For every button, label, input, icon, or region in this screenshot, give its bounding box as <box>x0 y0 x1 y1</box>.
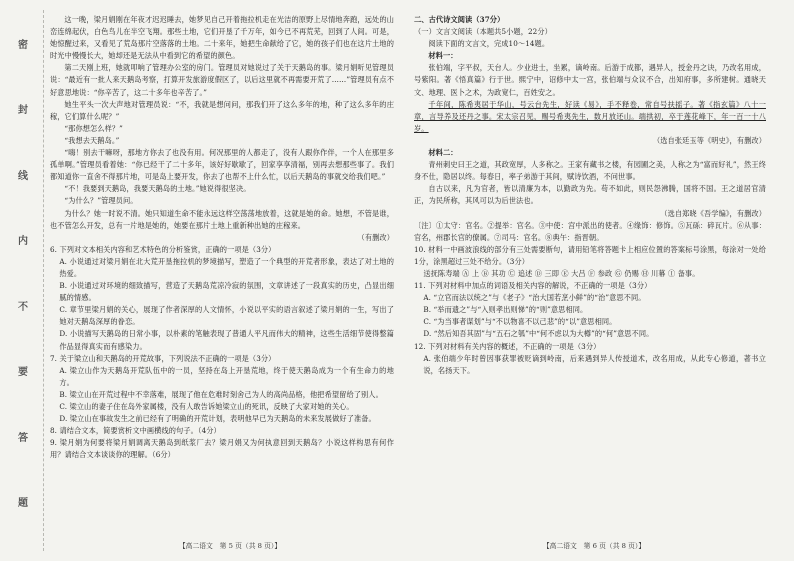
material-paragraph: 张伯端，字平叔，天台人。少业进士，坐累，谪岭南。后游于成都，遇异人，授金丹之诀，乃改名用成，号紫阳。著《悟真篇》行于世。熙宁中，诏修中太一宫，张伯端与众议不合，出知府事，多所建树。通晓天文、地理、医卜之术，为政宽仁，百姓安之。 <box>414 63 766 97</box>
option-a: A. 张伯端少年时曾因事获罪被贬谪到岭南，后来遇到异人传授道术，改名用成，从此专心修道，著书立说，名扬天下。 <box>423 353 766 375</box>
story-paragraph: 第二天刚上班，她就叩响了管理办公室的房门。管理员对她说过了关于天鹅岛的事。梁月娟听见管理员说：“最近有一批人来天鹅岛考察，打算开发旅游度假区了，以后这里就不再需要开荒了……”管理员有点不好意思地说：“你辛苦了，这二十多年也辛苦了。” <box>50 63 394 97</box>
option-d: D. “然后知吾其固”与“五石之瓠”中“何不虑以为大樽”的“何”意思不同。 <box>423 329 654 339</box>
margin-char: 封 <box>18 105 28 117</box>
margin-char: 内 <box>18 236 28 248</box>
option-b: B. 小说通过对环境的细致描写，营造了天鹅岛荒凉冷寂的氛围，文章讲述了一段真实的历史，凸显出细腻的情感。 <box>59 281 394 303</box>
story-paragraph: 她生平头一次大声地对管理员说：“不，我就是想问问，那我们开了这么多年的地，种了这么多年的庄稼，它们算什么呢？” <box>50 99 394 121</box>
story-paragraph: “不！我要到天鹅岛，我要天鹅岛的土地。”她说得很坚决。 <box>64 184 251 194</box>
page-footer-right: 【高二语文 第 6 页（共 8 页）】 <box>542 542 646 550</box>
margin-char: 题 <box>18 497 28 509</box>
option-d: D. 小说描写天鹅岛的日常小事，以朴素的笔触表现了普通人平凡而伟大的精神，这些生活细节使得整篇作品显得真实而有感染力。 <box>59 329 394 351</box>
margin-char: 密 <box>18 40 28 51</box>
source-note: （选自张廷玉等《明史》，有删改） <box>652 135 766 145</box>
question-6: 6. 下列对文本相关内容和艺术特色的分析鉴赏，正确的一项是（3分） <box>50 244 276 254</box>
story-paragraph: “那你想怎么样？” <box>64 123 123 133</box>
question-9: 9. 梁月娟为何要将梁月娟调离天鹅岛到纸浆厂去？梁月娟又为何执意回到天鹅岛？小说这样构思有何作用？请结合文本谈谈你的理解。（6分） <box>50 438 394 460</box>
margin-char: 不 <box>18 301 28 313</box>
right-column <box>414 14 766 536</box>
option-d: D. 梁立山在事故发生之前已经有了明确的开荒计划，表明他早已为天鹅岛的未来发展做好了准备。 <box>59 414 376 424</box>
sentence-break-options: 送抚陈寿端 Ⓐ 上 Ⓑ 其功 Ⓒ 追述 Ⓓ 三即 Ⓔ 大吕 Ⓕ 参政 Ⓖ 仍赐 Ⓗ 川幕 Ⓘ 备事。 <box>423 268 700 278</box>
question-7: 7. 关于梁立山和天鹅岛的开荒故事，下列说法不正确的一项是（3分） <box>50 353 276 363</box>
question-11: 11. 下列对材料中加点的词语及相关内容的解说，不正确的一项是（3分） <box>414 281 652 291</box>
question-12: 12. 下列对材料有关内容的概述，不正确的一项是（3分） <box>414 341 601 351</box>
option-a: A. “立官而法以统之”与《老子》“治大国若烹小鲜”的“治”意思不同。 <box>423 293 646 303</box>
source-note: （选自郑晓《吾学编》，有删改） <box>660 208 766 218</box>
story-paragraph: 这一晚，梁月娟刚在年夜才迟迟睡去，她梦见自己开着拖拉机走在光洁的原野上尽情地奔跑，远处的山峦连绵起伏，白色鸟儿在半空飞翔。那些土地，它们开垦了千万年，如今已不再荒芜，回到了人间。可是，她惊醒过来，又看见了荒岛那片空落落的土地。二十来年，她把生命献给了它，她的孩子们也在这片土地的时光中慢慢长大，她却还是无法从中看到它的希望的颜色。 <box>50 15 394 61</box>
option-a: A. 小说通过对梁月娟在北大荒开垦拖拉机的梦境描写，塑造了一个典型的开荒者形象，表达了对土地的热爱。 <box>59 256 394 278</box>
margin-char: 线 <box>18 170 28 182</box>
option-c: C. 梁立山的妻子住在岛外家属楼，没有人敢告诉她梁立山的死讯，反映了大家对她的关心。 <box>59 402 354 411</box>
seal-line <box>43 10 44 551</box>
subsection-title: （一）文言文阅读（本题共5小题，22分） <box>414 27 552 37</box>
margin-char: 要 <box>18 367 28 379</box>
material-paragraph: 自古以来，凡为官者，皆以清廉为本，以勤政为先。苟不如此，则民怨沸腾，国将不国。王之道居官清正，为民所称，其风可以为后世法也。 <box>414 184 766 206</box>
story-paragraph: “我想去天鹅岛。” <box>64 135 120 145</box>
option-c: C. 章节里梁月娟的关心，展现了作者深厚的人文情怀，小说以平实的语言叙述了梁月娟的一生，写出了她对天鹅岛深厚的眷恋。 <box>59 305 394 327</box>
material-two-title: 材料二： <box>428 148 458 158</box>
material-paragraph: 青州刺史曰王之道，其政宽厚，人多称之。王家有藏书之楼，有园圃之美，人称之为“富而好礼”，然王终身不仕，隐居以终。每春日，率子弟游于其间，赋诗饮酒，不问世事。 <box>414 160 766 182</box>
question-8: 8. 请结合文本，简要赏析文中画横线的句子。（4分） <box>50 426 221 436</box>
story-paragraph: “为什么？”管理员问。 <box>64 196 138 206</box>
instruction: 阅读下面的文言文，完成10～14题。 <box>428 39 550 49</box>
story-paragraph: “嗨！别去干嘛呀，那地方你去了也没有用。何况那里的人都走了，没有人跟你作伴，一个人在那里多孤单啊。”管理员看着她：“你已经干了二十多年，该好好歇歇了，回家享享清福，别再去想那些事了。我们都知道你一直舍不得那片地，可是岛上要开发，你去了也帮不上什么忙，以后天鹅岛的事就交给我们吧。” <box>50 148 394 182</box>
option-a: A. 梁立山作为天鹅岛开荒队伍中的一员，坚持在岛上开垦荒地，终于使天鹅岛成为一个有生命力的地方。 <box>59 365 394 387</box>
page-footer-left: 【高二语文 第 5 页（共 8 页）】 <box>178 542 282 550</box>
annotation-note: 〔注〕①太守：官名。②提举：官名。③中使：宫中派出的使者。④缘饰：修饰。⑤瓦砾：碎瓦片。⑥从事：官名，州郡长官的僚属。⑦司马：官名。⑧典午：指晋朝。 <box>414 220 766 242</box>
section-title: 二、古代诗文阅读（37分） <box>414 15 505 24</box>
story-paragraph: 为什么？她一时说不清。她只知道生命不能永远这样空荡荡地放着，这就是她的命。她想，不管是谁，也不管怎么开发，总有一片地是她的，她要在那片土地上重新种出她的庄稼来。 <box>50 208 394 230</box>
margin-char: 答 <box>18 432 28 444</box>
source-note: （有删改） <box>357 232 394 242</box>
material-one-title: 材料一： <box>428 51 458 61</box>
left-column <box>50 14 394 536</box>
option-b: B. “举而遗之”与“入则孝出则悌”的“则”意思相同。 <box>423 305 588 315</box>
option-c: C. “为当事者谋划”与“不以物喜不以己悲”的“以”意思相同。 <box>423 317 617 327</box>
binding-margin <box>6 40 40 510</box>
option-b: B. 梁立山在开荒过程中不幸落难，展现了他在危难时刻舍己为人的高尚品格，他把希望留给了别人。 <box>59 389 383 399</box>
material-paragraph: 千年间，陈希夷居于华山，号云台先生，好读《易》，手不释卷，常自号扶摇子。著《指玄篇》八十一章，言导养及还丹之事。宋太宗召见，赐号希夷先生，数月放还山。端拱初，卒于莲花峰下，年一百一十八岁。 <box>414 99 766 133</box>
question-10: 10. 材料一中画波浪线的部分有三处需要断句，请用铅笔将答题卡上相应位置的答案标号涂黑，每涂对一处给1分，涂黑超过三处不给分。（3分） <box>414 244 766 266</box>
